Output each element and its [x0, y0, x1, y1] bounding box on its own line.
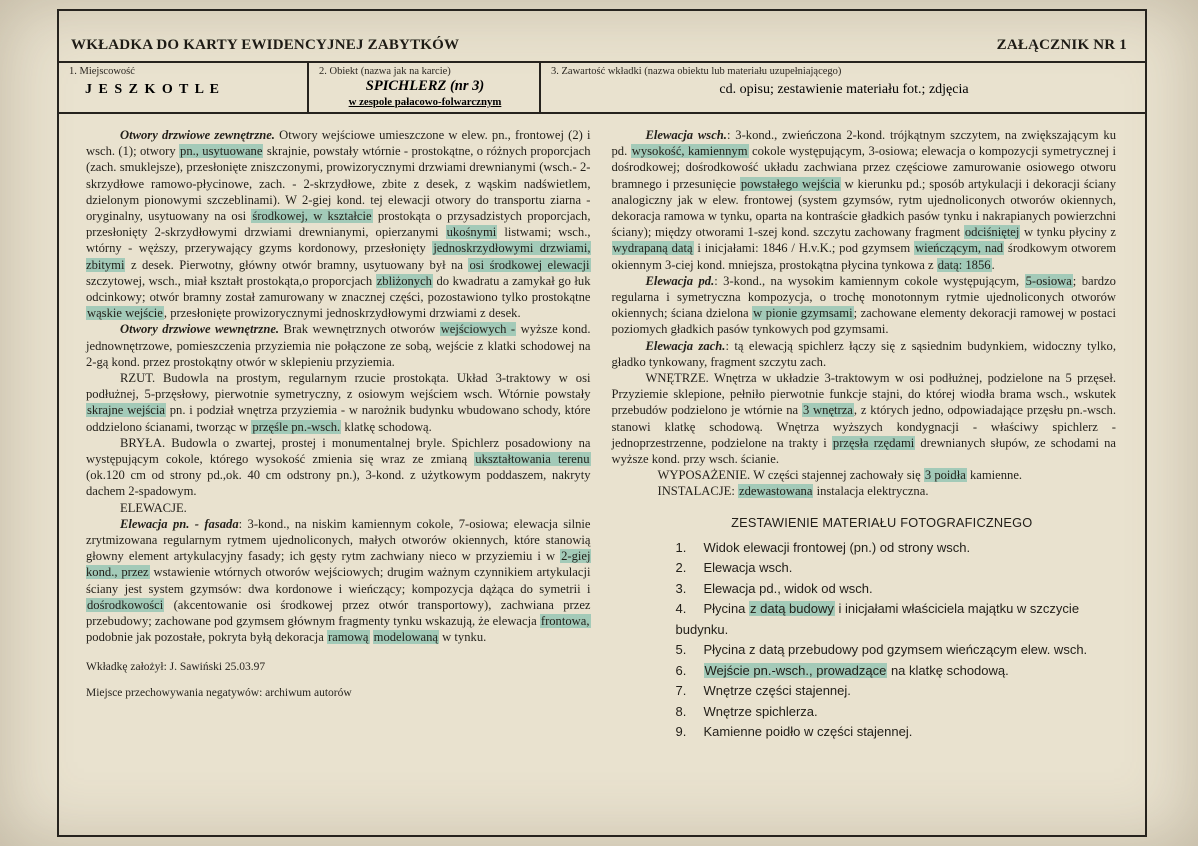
info-table [59, 61, 1145, 114]
document-body [59, 114, 1145, 743]
photo-list-text: Płycina z datą budowy i inicjałami właściciela majątku w szczycie budynku. [675, 601, 1080, 637]
paragraph-lead: Otwory drzwiowe wewnętrzne. [120, 322, 280, 337]
highlight-mark: wysokość, kamiennym [631, 144, 748, 159]
object-value: SPICHLERZ (nr 3) [365, 78, 485, 94]
highlight-mark: zdewastowana [739, 484, 813, 499]
paragraph: WNĘTRZE. Wnętrza w układzie 3-traktowym w osi podłużnej, podzielone na 5 przęseł. Przyziemie sklepione, pełniło pierwotnie funkcje stajni, do której wiodła brama wsch., wskutek przebudów podzielono je wtórnie na 3 wnętrza, z których jedno, odpowiadające przęsłu pn.-wsch. stanowi klatkę schodową. Wnętrza wyższych kondygnacji - właściwy spichlerz - jednoprzestrzenne, podzielone na trakty i przęsła rzędami drewnianych słupów, ze schodami na wyższe kond. przy wsch. ścianie. [611, 371, 1116, 467]
photo-list-item [676, 722, 1117, 743]
highlight-mark: wąskie wejście [87, 306, 163, 321]
highlight-mark: pn., usytuowane [180, 144, 263, 159]
paragraph: BRYŁA. Budowla o zwartej, prostej i monumentalnej bryle. Spichlerz posadowiony na występującym cokole, którego wysokość zmienia się wraz ze zmianą ukształtowania terenu (ok.120 cm od strony pd.,ok. 40 cm odstrony pn.), 3-kond. z użytkowym poddaszem, nakryty dachem 2-spadowym. [86, 435, 591, 499]
photo-list-number: 9. [675, 724, 687, 740]
photo-list-number: 3. [675, 580, 687, 596]
contents-label: 3. Zawartość wkładki (nazwa obiektu lub materiału uzupełniającego) [551, 66, 842, 77]
paragraph: Otwory drzwiowe zewnętrzne. Otwory wejściowe umieszczone w elew. pn., frontowej (2) i wsch. (1); otwory pn., usytuowane skrajnie, powstały wtórnie - prostokątne, o różnych proporcjach (zach. smuklejsze), przesłonięte zniszczonymi, prowizorycznymi drzwiami drewnianymi (wsch.- 2-skrzydłowe ramowo-płycinowe, zach. - 2-skrzydłowe, zbite z desek, z wąskim nadświetlem, dzielonym pionowymi szczeblinami). W 2-giej kond. tej elewacji otwory do transportu ziarna - oryginalny, usytuowany na osi środkowej, w kształcie prostokąta o przysadzistych proporcjach, przesłonięty 2-skrzydłowymi drzwiami drewnianymi, opierzanymi ukośnymi listwami; wsch., wtórny - węższy, przerywający gzyms kordonowy, przesłonięty jednoskrzydłowymi drzwiami, zbitymi z desek. Pierwotny, główny otwór bramny, usytuowany był na osi środkowej elewacji szczytowej, wsch., miał kształt prostokąta,o proporcjach zbliżonych do kwadratu a zamykał go łuk odcinkowy; otwór bramny został zamurowany w znacznej części, pozostawiono tylko prostokątne wąskie wejście, przesłonięte prowizorycznymi jednoskrzydłowymi drzwiami z desek. [86, 128, 591, 321]
highlight-mark: dośrodkowości [87, 597, 164, 612]
photo-list-text: Kamienne poidło w części stajennej. [703, 724, 913, 740]
photo-list-item [676, 599, 1117, 640]
photo-list-item [676, 538, 1117, 559]
highlight-mark: wejściowych - [440, 322, 516, 337]
photo-list-number: 2. [675, 560, 687, 576]
highlight-mark: modelowaną [373, 630, 439, 645]
paragraph-lead: Elewacja pd. [645, 273, 715, 288]
info-cell-locality [59, 63, 307, 112]
photo-list-number: 4. [675, 601, 687, 617]
object-label: 2. Obiekt (nazwa jak na karcie) [319, 66, 451, 77]
paragraph-lead: Elewacja zach. [645, 338, 726, 353]
paragraph: Elewacja zach.: tą elewacją spichlerz łączy się z sąsiednim budynkiem, widoczny tylko, gładko tynkowany, fragment szczytu zach. [611, 338, 1116, 369]
paragraph-lead: Otwory drzwiowe zewnętrzne. [120, 128, 275, 142]
highlight-mark: odciśniętej [964, 225, 1020, 240]
photo-list-text: Wnętrze części stajennej. [703, 683, 851, 699]
photo-list-item [676, 702, 1117, 723]
photo-list-item [676, 640, 1117, 661]
photo-list-number: 8. [675, 703, 687, 719]
highlight-mark: frontowa, [540, 614, 590, 629]
highlight-mark: przęśle pn.-wsch. [252, 419, 341, 434]
highlight-mark: Wejście pn.-wsch., prowadzące [704, 662, 887, 678]
paragraph: Otwory drzwiowe wewnętrzne. Brak wewnętrznych otworów wejściowych - wyższe kond. jednownętrzowe, pomieszczenia przyziemia nie połączone ze sobą, wejście z klatki schodowej na 2-gą kond. przez prostokątny otwór w sklepieniu przyziemia. [86, 322, 591, 369]
highlight-mark: wydrapaną datą [612, 241, 693, 256]
highlight-mark: jednoskrzydłowymi drzwiami, zbitymi [86, 241, 591, 272]
paragraph-lead: Elewacja wsch. [645, 128, 727, 142]
photo-list-number: 1. [675, 539, 687, 555]
locality-value: J E S Z K O T L E [85, 82, 221, 97]
locality-label: 1. Miejscowość [69, 66, 135, 77]
column-right [612, 127, 1117, 743]
photo-list-text: Elewacja pd., widok od wsch. [703, 580, 873, 596]
paragraph: WYPOSAŻENIE. W części stajennej zachowały się 3 poidła kamienne. [657, 468, 1023, 483]
highlight-mark: skrajne wejścia [87, 403, 165, 418]
photo-list [676, 538, 1117, 743]
photo-list-number: 6. [675, 662, 687, 678]
highlight-mark: ukośnymi [446, 225, 497, 240]
info-cell-contents [539, 63, 1145, 112]
photo-list-item [676, 579, 1117, 600]
highlight-mark: z datą budowy [750, 601, 834, 617]
left-paragraphs [86, 127, 591, 646]
paragraph: INSTALACJE: zdewastowana instalacja elektryczna. [657, 484, 929, 499]
paragraph: Elewacja wsch.: 3-kond., zwieńczona 2-kond. trójkątnym szczytem, na zwiększającym ku pd. wysokość, kamiennym cokole występującym, 3-osiowa; elewacja o kompozycji symetrycznej i dośrodkowej; dośrodkowość układu zachwiana przez częściowe zamurowanie osiowego otworu bramnego i przesunięcie powstałego wejścia w kierunku pd.; sposób artykulacji i dekoracji ściany analogiczny jak w elew. frontowej (system gzymsów, rytm ujednoliconych otworów okiennych, dekoracja ramowa w tynku, oparta na kontraście gładkich pasów tynku i nakrapianych powierzchni ściany); między otworami 1-szej kond. szczytu zachowany fragment odciśniętej w tynku płyciny z wydrapaną datą i inicjałami: 1846 / H.v.K.; pod gzymsem wieńczącym, nad środkowym otworem okiennym 3-ciej kond. mniejsza, prostokątna płycina tynkowa z datą: 1856. [611, 128, 1117, 272]
photo-list-text: Płycina z datą przebudowy pod gzymsem wieńczącym elew. wsch. [703, 642, 1088, 658]
highlight-mark: 3 poidła [924, 468, 966, 483]
highlight-mark: datą: 1856 [937, 257, 991, 272]
highlight-mark: zbliżonych [376, 273, 432, 288]
highlight-mark: przęsła rzędami [832, 435, 915, 450]
highlight-mark: powstałego wejścia [740, 176, 840, 191]
photo-list-item [676, 681, 1117, 702]
highlight-mark: wieńczącym, nad [915, 241, 1004, 256]
photo-list-text: Elewacja wsch. [703, 560, 793, 576]
photo-list-text: Wnętrze spichlerza. [703, 703, 818, 719]
document-header [59, 11, 1145, 61]
highlight-mark: 3 wnętrza [802, 403, 853, 418]
paragraph: RZUT. Budowla na prostym, regularnym rzucie prostokąta. Układ 3-traktowy w osi podłużnej, 5-przęsłowy, pierwotnie symetryczny, z osiowym wejściem wsch. Wtórnie powstały skrajne wejścia pn. i podział wnętrza przyziemia - w narożnik budynku wbudowano schody, które oddzielono ścianami, tworząc w przęśle pn.-wsch. klatkę schodową. [86, 371, 591, 434]
highlight-mark: 5-osiowa [1025, 273, 1072, 288]
info-cell-object [307, 63, 539, 112]
photo-list-number: 7. [675, 683, 687, 699]
document-frame [57, 9, 1147, 837]
highlight-mark: środkowej, w kształcie [252, 209, 372, 224]
contents-value: cd. opisu; zestawienie materiału fot.; zdjęcia [719, 82, 969, 97]
paragraph: Elewacja pd.: 3-kond., na wysokim kamiennym cokole występującym, 5-osiowa; bardzo regularna i symetryczna kompozycja, o trochę monotonnym rytmie ujednoliconych otworów okiennych; ściana dzielona w pionie gzymsami; zachowane elementy dekoracji ramowej w postaci poziomych gładkich pasów tynkowych pod gzymsami. [611, 273, 1116, 337]
footer-negatives-note: Miejsce przechowywania negatywów: archiwum autorów [86, 686, 352, 699]
highlight-mark: ramową [327, 630, 369, 645]
footer-author-note: Wkładkę założył: J. Sawiński 25.03.97 [86, 660, 266, 673]
photo-list-number: 5. [675, 642, 687, 658]
highlight-mark: osi środkowej elewacji [469, 257, 590, 272]
highlight-mark: ukształtowania terenu [475, 452, 590, 467]
highlight-mark: w pionie gzymsami [753, 306, 853, 321]
photo-list-text: Widok elewacji frontowej (pn.) od strony wsch. [703, 539, 971, 555]
object-subvalue: w zespole pałacowo-folwarcznym [348, 96, 502, 108]
paragraph: Elewacja pn. - fasada: 3-kond., na niskim kamiennym cokole, 7-osiowa; elewacja silnie zrytmizowana regularnym rytmem ujednoliconych, małych otworów okiennych, które stanowią głowny element artykulacyjny fasady; ich gęsty rytm zachwiany nieco w przyziemiu i w 2-giej kond., przez wstawienie wtórnych otworów wejściowych; drugim ważnym czynnikiem artykulacji ściany jest system gzymsów: dwa kordonowe i wieńczący; kompozycja dążąca do symetrii i dośrodkowości (akcentowanie osi środkowej przez otwór transportowy), zachwiana przez przebudowy; zachowane pod gzymsem głównym fragmenty tynku wskazują, że elewacja frontowa, podobnie jak pozostałe, pokryta byłą dekoracja ramową modelowaną w tynku. [86, 516, 591, 645]
photo-list-text: Wejście pn.-wsch., prowadzące na klatkę schodową. [704, 662, 1009, 678]
photo-list-item [676, 558, 1117, 579]
highlight-mark: 2-giej kond., przez [86, 549, 591, 580]
photo-list-heading: ZESTAWIENIE MATERIAŁU FOTOGRAFICZNEGO [731, 514, 1033, 530]
paragraph-lead: Elewacja pn. - fasada [120, 516, 239, 531]
annex-label: ZAŁĄCZNIK NR 1 [996, 37, 1127, 53]
right-paragraphs [612, 127, 1117, 500]
column-left [86, 127, 591, 743]
document-title: WKŁADKA DO KARTY EWIDENCYJNEJ ZABYTKÓW [71, 37, 460, 53]
photo-list-item [676, 661, 1117, 682]
paragraph: ELEWACJE. [120, 500, 187, 515]
